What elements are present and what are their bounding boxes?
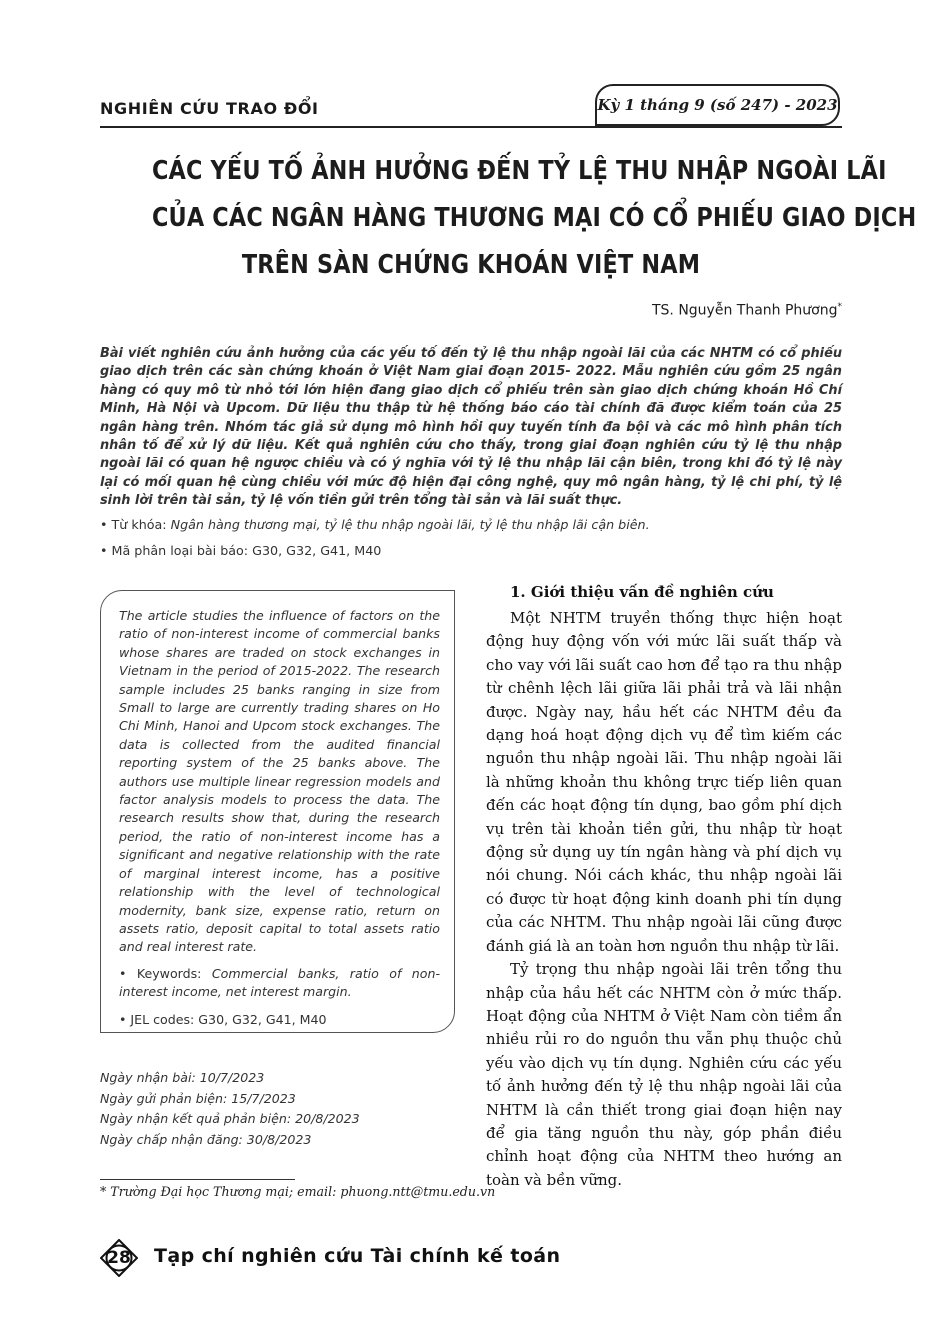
journal-name: Tạp chí nghiên cứu Tài chính kế toán xyxy=(154,1245,561,1267)
page-number: 28 xyxy=(107,1248,131,1268)
author xyxy=(652,302,842,319)
title-line-2: CỦA CÁC NGÂN HÀNG THƯƠNG MẠI CÓ CỔ PHIẾU GIAO DỊCH xyxy=(151,203,917,233)
date-received: Ngày nhận bài: 10/7/2023 xyxy=(100,1070,265,1085)
title-line-1: CÁC YẾU TỐ ẢNH HƯỞNG ĐẾN TỶ LỆ THU NHẬP NGOÀI LÃI xyxy=(151,156,887,186)
abstract-vietnamese: Bài viết nghiên cứu ảnh hưởng của các yếu tố đến tỷ lệ thu nhập ngoài lãi của các NHTM có cổ phiếu giao dịch trên các sàn chứng khoán ở Việt Nam giai đoạn 2015- 2022. Mẫu nghiên cứu gồm 25 ngân hàng có quy mô từ nhỏ tới lớn hiện đang giao dịch cổ phiếu trên sàn giao dịch chứng khoán Hồ Chí Minh, Hà Nội và Upcom. Dữ liệu thu thập từ hệ thống báo cáo tài chính đã được kiểm toán của 25 ngân hàng trên. Nhóm tác giả sử dụng mô hình hồi quy tuyến tính đa bội và các mô hình phân tích nhân tố để xử lý dữ liệu. Kết quả nghiên cứu cho thấy, trong giai đoạn nghiên cứu tỷ lệ thu nhập ngoài lãi có quan hệ ngược chiều và có ý nghĩa với tỷ lệ thu nhập lãi cận biên, trong khi đó tỷ lệ này lại có mối quan hệ cùng chiều với mức độ hiện đại công nghệ, quy mô ngân hàng, tỷ lệ chi phí, tỷ lệ sinh lời trên tài sản, tỷ lệ vốn tiền gửi trên tổng tài sản và lãi suất thực. xyxy=(100,346,842,509)
footnote-rule xyxy=(100,1179,295,1180)
issue-badge: Kỳ 1 tháng 9 (số 247) - 2023 xyxy=(595,84,840,126)
date-sent-review: Ngày gửi phản biện: 15/7/2023 xyxy=(100,1090,296,1106)
author-name: TS. Nguyễn Thanh Phương xyxy=(651,302,838,319)
keywords-vi-label: • Từ khóa: xyxy=(100,517,171,532)
keywords-vi-text: Ngân hàng thương mại, tỷ lệ thu nhập ngoài lãi, tỷ lệ thu nhập lãi cận biên. xyxy=(170,517,650,532)
classification-codes: • Mã phân loại bài báo: G30, G32, G41, M40 xyxy=(100,543,382,558)
article-dates xyxy=(100,1068,360,1150)
author-footnote-mark: * xyxy=(837,302,842,312)
body-paragraph: Một NHTM truyền thống thực hiện hoạt động huy động vốn với mức lãi suất thấp và cho vay với lãi suất cao hơn để tạo ra thu nhập từ chênh lệch lãi giữa lãi phải trả và lãi nhận được. Ngày nay, hầu hết các NHTM đều đa dạng hoá hoạt động dịch vụ để tìm kiếm các nguồn thu nhập ngoài lãi. Thu nhập ngoài lãi là những khoản thu không trực tiếp liên quan đến các hoạt động tín dụng, bao gồm phí dịch vụ trên tài khoản tiền gửi, thu nhập từ hoạt động sử dụng uy tín ngân hàng và phí dịch vụ nói chung. Nói cách khác, thu nhập ngoài lãi có được từ hoạt động kinh doanh phi tín dụng của các NHTM. Thu nhập ngoài lãi cũng được đánh giá là an toàn hơn nguồn thu nhập từ lãi. xyxy=(486,609,842,955)
jel-codes: • JEL codes: G30, G32, G41, M40 xyxy=(119,1011,327,1027)
abstract-english-box xyxy=(100,590,455,1033)
article-title xyxy=(151,148,917,289)
title-line-3: TRÊN SÀN CHỨNG KHOÁN VIỆT NAM xyxy=(241,250,701,280)
page-number-badge xyxy=(100,1239,138,1277)
abstract-english: The article studies the influence of factors on the ratio of non-interest income of commercial banks whose shares are traded on stock exchanges in Vietnam in the period of 2015-2022. The research sample includes 25 banks ranging in size from Small to large are currently trading shares on Ho Chi Minh, Hanoi and Upcom stock exchanges. The data is collected from the audited financial reporting system of the 25 banks above. The authors use multiple linear regression models and factor analysis models to process the data. The research results show that, during the research period, the ratio of non-interest income has a significant and negative relationship with the rate of marginal interest income, has a positive relationship with the level of technological modernity, bank size, expense ratio, return on assets ratio, deposit capital to total assets ratio and real interest rate. xyxy=(119,608,440,955)
header-rule xyxy=(100,126,842,128)
keywords-en-label: • Keywords: xyxy=(119,965,212,981)
keywords-english xyxy=(119,965,440,1002)
author-affiliation-footnote: * Trường Đại học Thương mại; email: phuong.ntt@tmu.edu.vn xyxy=(100,1184,496,1199)
date-review-result: Ngày nhận kết quả phản biện: 20/8/2023 xyxy=(100,1111,360,1127)
section-label: NGHIÊN CỨU TRAO ĐỔI xyxy=(100,99,319,118)
section-heading: 1. Giới thiệu vấn đề nghiên cứu xyxy=(510,583,774,601)
keywords-vietnamese xyxy=(100,517,650,532)
keywords-en-text: Commercial banks, ratio of non-interest income, net interest margin. xyxy=(119,965,440,1000)
body-column xyxy=(486,580,842,1192)
body-paragraph: Tỷ trọng thu nhập ngoài lãi trên tổng thu nhập của hầu hết các NHTM còn ở mức thấp. Hoạt động của NHTM ở Việt Nam còn tiềm ẩn nhiều rủi ro do nguồn thu vẫn phụ thuộc chủ yếu vào dịch vụ tín dụng. Nghiên cứu các yếu tố ảnh hưởng đến tỷ lệ thu nhập ngoài lãi của NHTM là cần thiết trong giai đoạn hiện nay để gia tăng nguồn thu này, góp phần điều chỉnh hoạt động của NHTM theo hướng an toàn và bền vững. xyxy=(486,960,842,1189)
date-accepted: Ngày chấp nhận đăng: 30/8/2023 xyxy=(100,1131,312,1147)
